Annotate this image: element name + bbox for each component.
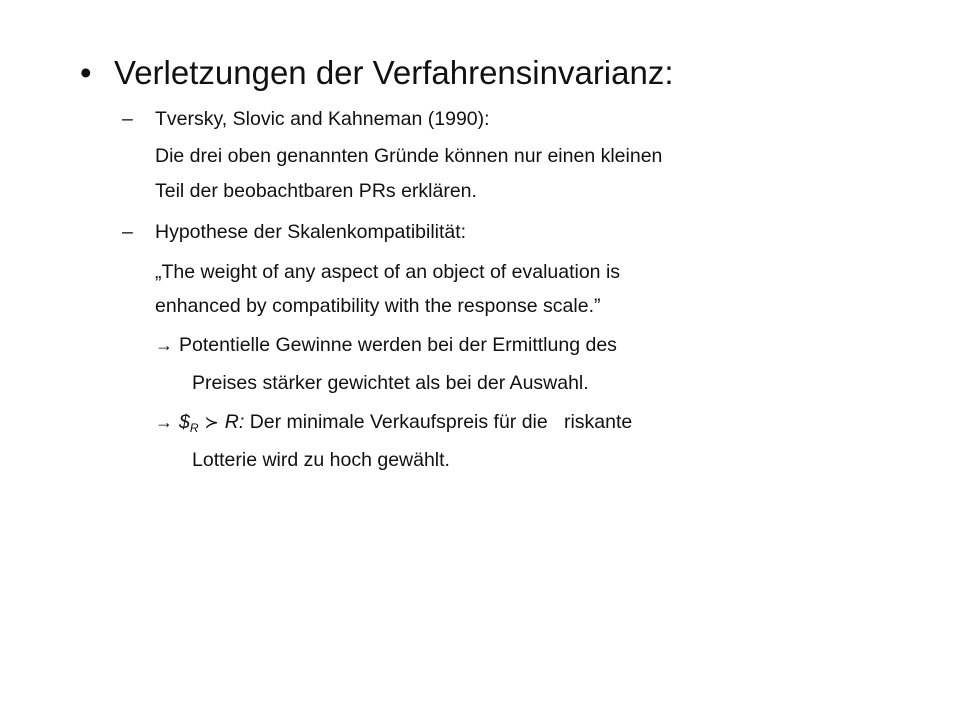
item2-line1: Hypothese der Skalenkompatibilität: [155, 221, 467, 243]
r-symbol: R: [224, 411, 245, 433]
succ-symbol: ≻ [204, 413, 219, 432]
item1-line3: Teil der beobachtbaren PRs erklären. [155, 180, 477, 202]
point2-line1 [155, 411, 632, 435]
heading-text: Verletzungen der Verfahrensinvarianz: [114, 54, 674, 91]
quote-line1: „The weight of any aspect of an object of evaluation is [155, 261, 621, 283]
arrow-right-icon: → [155, 412, 173, 432]
item1-line1: Tversky, Slovic and Kahneman (1990): [155, 108, 490, 130]
dash-icon: – [122, 221, 133, 243]
point1-text: Potentielle Gewinne werden bei der Ermittlung des [179, 334, 617, 356]
item1-line2: Die drei oben genannten Gründe können nur einen kleinen [155, 145, 663, 167]
dash-icon: – [122, 108, 133, 130]
dollar-symbol: $ [179, 411, 190, 433]
point1-line2: Preises stärker gewichtet als bei der Auswahl. [192, 372, 589, 394]
point1-line1 [155, 334, 617, 357]
point2-text: Der minimale Verkaufspreis für die riskante [244, 411, 633, 433]
slide-heading [80, 52, 674, 94]
arrow-right-icon: → [155, 335, 173, 355]
subscript-r: R [189, 421, 199, 435]
quote-line2: enhanced by compatibility with the response scale.” [155, 295, 601, 317]
bullet-icon: • [80, 54, 92, 91]
point2-line2: Lotterie wird zu hoch gewählt. [192, 449, 450, 471]
